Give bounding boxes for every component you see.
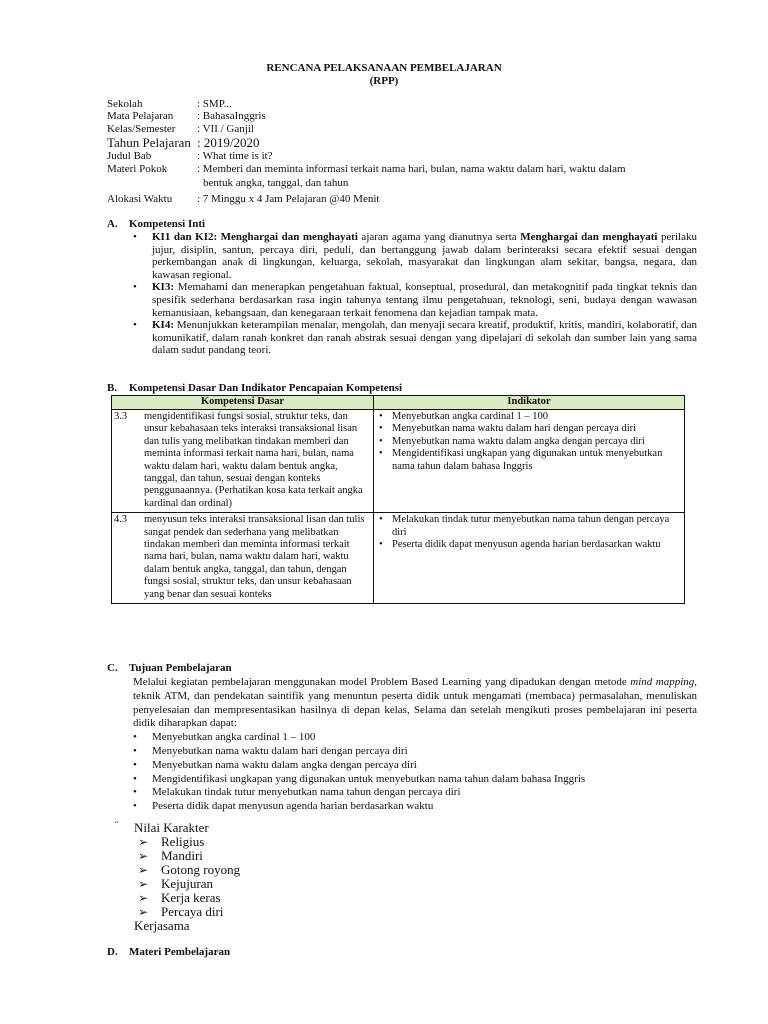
kd-description: mengidentifikasi fungsi sosial, struktur teks, dan unsur kebahasaan teks interaksi transaksional lisan dan tulis yang melibatkan tindakan memberi dan meminta informasi terkait nama hari, bulan, nama waktu dalam hari, waktu dalam bentuk angka, tanggal, dan tahun, sesuai dengan konteks penggunaannya. (Perhatikan kosa kata terkait angka kardinal dan ordinal) [141, 410, 374, 513]
indicator-item [379, 539, 681, 551]
indicator-item [379, 514, 681, 539]
bullet-icon: • [133, 281, 137, 294]
indicator-item [379, 448, 681, 473]
nilai-item: Percaya diri [161, 904, 224, 919]
arrow-bullet-icon: ➢ [138, 905, 149, 919]
nilai-tail: Kerjasama [134, 918, 190, 933]
bullet-icon: • [379, 435, 383, 447]
bullet-icon: • [379, 448, 383, 460]
nilai-item: Gotong royong [161, 862, 241, 877]
section-c-heading [107, 662, 232, 674]
section-d-heading [107, 946, 230, 958]
indicator-text: Melakukan tindak tutur menyebutkan nama tahun dengan percaya diri [392, 514, 670, 538]
list-item [133, 800, 697, 814]
goal-text: Mengidentifikasi ungkapan yang digunakan untuk menyebutkan nama tahun dalam bahasa Inggris [152, 772, 586, 785]
ki12-rest: perilaku jujur, disiplin, santun, percaya diri, peduli, dan bertanggung jawab dalam berinteraksi secara efektif sesuai dengan perkembangan anak di lingkungan, keluarga, sekolah, masyarakat dan lingkungan alam sekitar, bangsa, negara, dan kawasan regional. [152, 231, 697, 281]
tujuan-text-italic: mind mapping [630, 676, 695, 688]
section-a-heading [107, 218, 205, 230]
ki-item-4 [133, 319, 697, 357]
tahun-label: Tahun Pelajaran [107, 135, 191, 151]
bullet-icon: • [379, 423, 383, 435]
list-item [133, 773, 697, 787]
section-b-heading [107, 382, 402, 394]
goal-text: Peserta didik dapat menyusun agenda harian berdasarkan waktu [152, 800, 434, 813]
judul-value: : What time is it? [197, 150, 273, 163]
bullet-icon: • [379, 514, 383, 526]
quote-mark-icon: ˝ [115, 820, 119, 832]
list-item [115, 835, 240, 849]
bullet-icon: • [133, 231, 137, 243]
nilai-item: Kerja keras [161, 890, 221, 905]
ki-item-3 [133, 281, 697, 319]
column-header-indikator: Indikator [374, 396, 685, 410]
tahun-value: : 2019/2020 [197, 135, 260, 151]
list-item [115, 877, 240, 891]
alokasi-value: : 7 Minggu x 4 Jam Pelajaran @40 Menit [197, 192, 380, 205]
arrow-bullet-icon: ➢ [138, 849, 149, 863]
table-row [112, 410, 685, 513]
bullet-icon: • [133, 319, 137, 332]
list-item [115, 891, 240, 905]
bullet-icon: • [133, 800, 137, 813]
bullet-icon: • [133, 758, 137, 771]
list-item [115, 863, 240, 877]
indicator-item [379, 423, 681, 435]
sekolah-value: : SMP... [197, 98, 232, 110]
ki12-bold: KI1 dan KI2: Menghargai dan menghayati [152, 231, 358, 243]
bullet-icon: • [379, 539, 383, 551]
section-b-letter: B. [107, 382, 118, 394]
goal-text: Melakukan tindak tutur menyebutkan nama tahun dengan percaya diri [152, 786, 461, 799]
indicator-cell [374, 513, 685, 604]
bullet-icon: • [133, 731, 137, 744]
indicator-text: Mengidentifikasi ungkapan yang digunakan untuk menyebutkan nama tahun dalam bahasa Inggris [392, 448, 663, 472]
ki3-bold: KI3: [152, 281, 174, 294]
mapel-value: : BahasaInggris [197, 110, 266, 123]
nilai-item: Mandiri [161, 848, 203, 863]
section-b-title: Kompetensi Dasar Dan Indikator Pencapaian Kompetensi [129, 382, 403, 394]
column-header-kd: Kompetensi Dasar [112, 396, 374, 410]
bullet-icon: • [379, 411, 383, 422]
indicator-text: Menyebutkan angka cardinal 1 – 100 [392, 411, 548, 422]
indicator-text: Peserta didik dapat menyusun agenda harian berdasarkan waktu [392, 539, 661, 551]
arrow-bullet-icon: ➢ [138, 835, 149, 849]
section-a-letter: A. [107, 218, 118, 230]
kompetensi-inti-list [133, 231, 697, 357]
materi-label: Materi Pokok [107, 162, 168, 175]
tujuan-paragraph [133, 676, 697, 731]
arrow-bullet-icon: ➢ [138, 863, 149, 877]
bullet-icon: • [133, 772, 137, 785]
section-a-title: Kompetensi Inti [129, 218, 206, 230]
ki4-rest: Menunjukkan keterampilan menalar, mengolah, dan menyaji secara kreatif, produktif, kritis, mandiri, kolaboratif, dan komunikatif, dalam ranah konkret dan ranah abstrak sesuai dengan yang dipelajari di sekolah dan sumber lain yang sama dalam sudut pandang teori. [152, 319, 697, 357]
ki12-mid: ajaran agama yang dianutnya serta [357, 231, 521, 243]
list-item [133, 759, 697, 773]
nilai-heading [115, 821, 240, 835]
tujuan-block [133, 676, 697, 814]
nilai-karakter-block [115, 821, 240, 933]
arrow-bullet-icon: ➢ [138, 877, 149, 891]
bullet-icon: • [133, 786, 137, 799]
ki12-bold2: Menghargai dan menghayati [520, 231, 658, 243]
indicator-text: Menyebutkan nama waktu dalam angka dengan percaya diri [392, 435, 645, 447]
kelas-value: : VII / Ganjil [197, 122, 254, 135]
kd-number: 4.3 [112, 513, 142, 604]
mapel-label: Mata Pelajaran [107, 110, 174, 123]
bullet-icon: • [133, 744, 137, 757]
ki4-bold: KI4: [152, 319, 174, 332]
indicator-item [379, 436, 681, 448]
kd-number: 3.3 [112, 410, 142, 513]
table-header-row [112, 396, 685, 410]
section-d-letter: D. [107, 946, 118, 958]
kelas-label: Kelas/Semester [107, 122, 176, 135]
document-title: RENCANA PELAKSANAAN PEMBELAJARAN [266, 62, 502, 74]
ki3-rest: Memahami dan menerapkan pengetahuan faktual, konseptual, prosedural, dan metakognitif pada tingkat teknis dan spesifik sederhana berdasarkan rasa ingin tahunya tentang ilmu pengetahuan, teknologi, seni, budaya dengan wawasan kemanusiaan, kebangsaan, dan kenegaraan terkait fenomena dan kejadian tampak mata. [152, 281, 697, 319]
tujuan-text-a: Melalui kegiatan pembelajaran menggunakan model Problem Based Learning yang dipadukan dengan metode [133, 676, 631, 688]
sekolah-label: Sekolah [107, 98, 143, 110]
list-item [115, 849, 240, 863]
nilai-item: Religius [161, 834, 205, 849]
indicator-item [379, 411, 681, 423]
materi-value-cont: bentuk angka, tanggal, dan tahun [203, 176, 349, 189]
goal-text: Menyebutkan angka cardinal 1 – 100 [152, 731, 316, 744]
nilai-title: Nilai Karakter [134, 820, 209, 835]
ki-item-12 [133, 231, 697, 281]
document-subtitle: (RPP) [369, 75, 399, 87]
section-d-title: Materi Pembelajaran [129, 946, 231, 958]
list-item [115, 905, 240, 919]
kompetensi-table [111, 395, 685, 604]
list-item [133, 731, 697, 745]
list-item [133, 745, 697, 759]
indicator-cell [374, 410, 685, 513]
materi-value: : Memberi dan meminta informasi terkait nama hari, bulan, nama waktu dalam hari, waktu dalam [197, 162, 626, 175]
section-c-title: Tujuan Pembelajaran [129, 662, 232, 674]
arrow-bullet-icon: ➢ [138, 891, 149, 905]
table-row [112, 513, 685, 604]
section-c-letter: C. [107, 662, 118, 674]
alokasi-label: Alokasi Waktu [107, 192, 173, 205]
kd-description: menyusun teks interaksi transaksional lisan dan tulis sangat pendek dan sederhana yang melibatkan tindakan memberi dan meminta informasi terkait nama hari, bulan, nama waktu dalam hari, waktu dalam bentuk angka, tanggal, dan tahun, dengan fungsi sosial, struktur teks, dan unsur kebahasaan yang benar dan sesuai konteks [141, 513, 374, 604]
goal-text: Menyebutkan nama waktu dalam angka dengan percaya diri [152, 758, 417, 771]
judul-label: Judul Bab [107, 150, 152, 163]
tujuan-text-b: , teknik ATM, dan pendekatan saintifik yang menuntun peserta didik untuk mengamati (membaca) permasalahan, menuliskan penyelesaian dan mempresentasikan hasilnya di depan kelas, Selama dan setelah mengikuti proses pembelajaran ini peserta didik diharapkan dapat: [133, 676, 698, 730]
nilai-item: Kejujuran [161, 876, 213, 891]
goal-text: Menyebutkan nama waktu dalam hari dengan percaya diri [152, 744, 408, 757]
list-item [133, 786, 697, 800]
indicator-text: Menyebutkan nama waktu dalam hari dengan percaya diri [392, 423, 637, 435]
